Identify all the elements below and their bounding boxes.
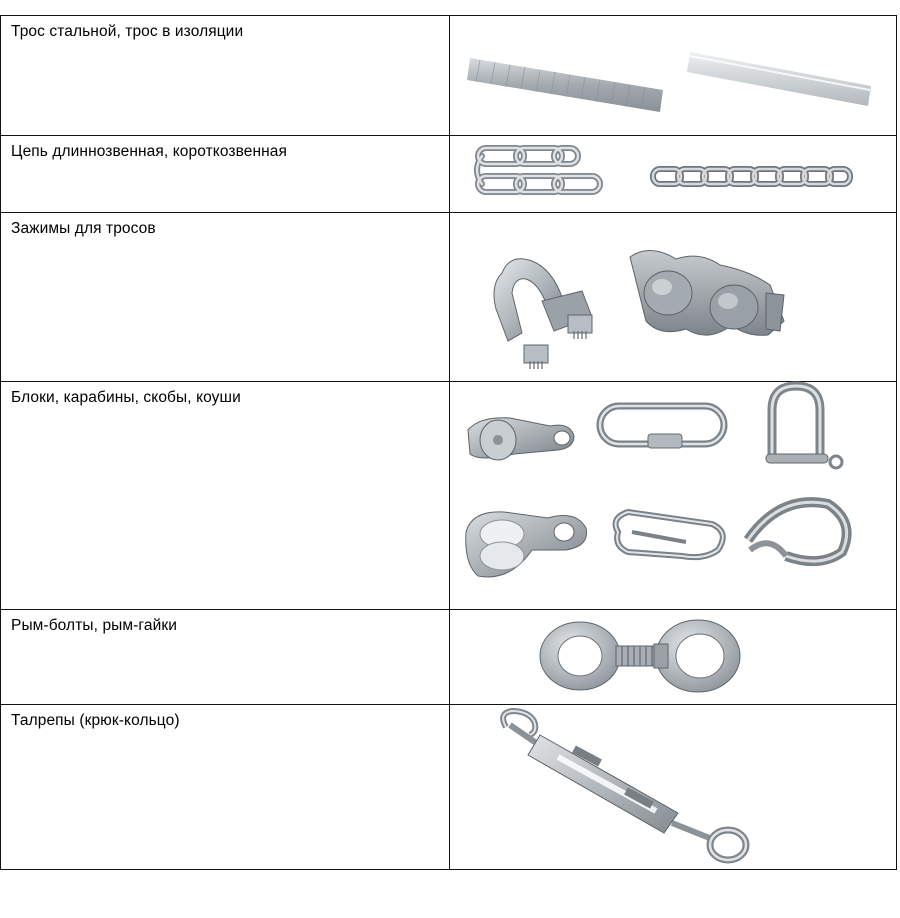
short-link-chain-image	[653, 169, 850, 184]
clamp-images	[450, 213, 898, 382]
label-cell	[1, 610, 450, 705]
row-label-turnbuckles: Талрепы (крюк-кольцо)	[11, 712, 180, 729]
label-cell	[1, 705, 450, 870]
row-label-eyebolts: Рым-болты, рым-гайки	[11, 617, 177, 634]
quick-link-carabiner-image	[600, 406, 724, 448]
image-cell-blocks	[450, 382, 897, 610]
table-row-chain	[1, 136, 897, 213]
image-cell-clamps	[450, 213, 897, 382]
snap-hook-carabiner-image	[616, 512, 723, 557]
chain-images	[450, 136, 898, 213]
row-label-clamps: Зажимы для тросов	[11, 220, 156, 237]
turnbuckle-images	[450, 705, 898, 870]
row-label-chain: Цепь длиннозвенная, короткозвенная	[11, 143, 288, 160]
steel-cable-image	[467, 58, 663, 112]
image-cell-turnbuckles	[450, 705, 897, 870]
table-row-cable	[1, 16, 897, 136]
thimble-image	[748, 502, 847, 561]
long-link-chain-image	[477, 148, 600, 192]
label-cell	[1, 16, 450, 136]
eye-nut-image	[654, 620, 740, 692]
table-row-eyebolts	[1, 610, 897, 705]
table-row-turnbuckles	[1, 705, 897, 870]
steel-cable-images	[450, 16, 898, 136]
duplex-clamp-image	[630, 250, 784, 335]
image-cell-cable	[450, 16, 897, 136]
hardware-table	[0, 15, 897, 870]
double-pulley-block-image	[466, 512, 587, 577]
label-cell	[1, 136, 450, 213]
row-label-cable: Трос стальной, трос в изоляции	[11, 23, 244, 40]
single-pulley-block-image	[468, 418, 574, 460]
image-cell-chain	[450, 136, 897, 213]
image-cell-eyebolts	[450, 610, 897, 705]
table-row-clamps	[1, 213, 897, 382]
table-row-blocks	[1, 382, 897, 610]
d-shackle-image	[766, 386, 842, 468]
label-cell	[1, 382, 450, 610]
row-label-blocks: Блоки, карабины, скобы, коуши	[11, 389, 241, 406]
label-cell	[1, 213, 450, 382]
eye-bolt-images	[450, 610, 898, 705]
u-bolt-clamp-image	[494, 259, 592, 369]
turnbuckle-hook-eye-image	[503, 711, 746, 860]
eye-bolt-image	[540, 622, 656, 690]
rigging-hardware-images	[450, 382, 898, 610]
insulated-cable-image	[687, 52, 871, 106]
